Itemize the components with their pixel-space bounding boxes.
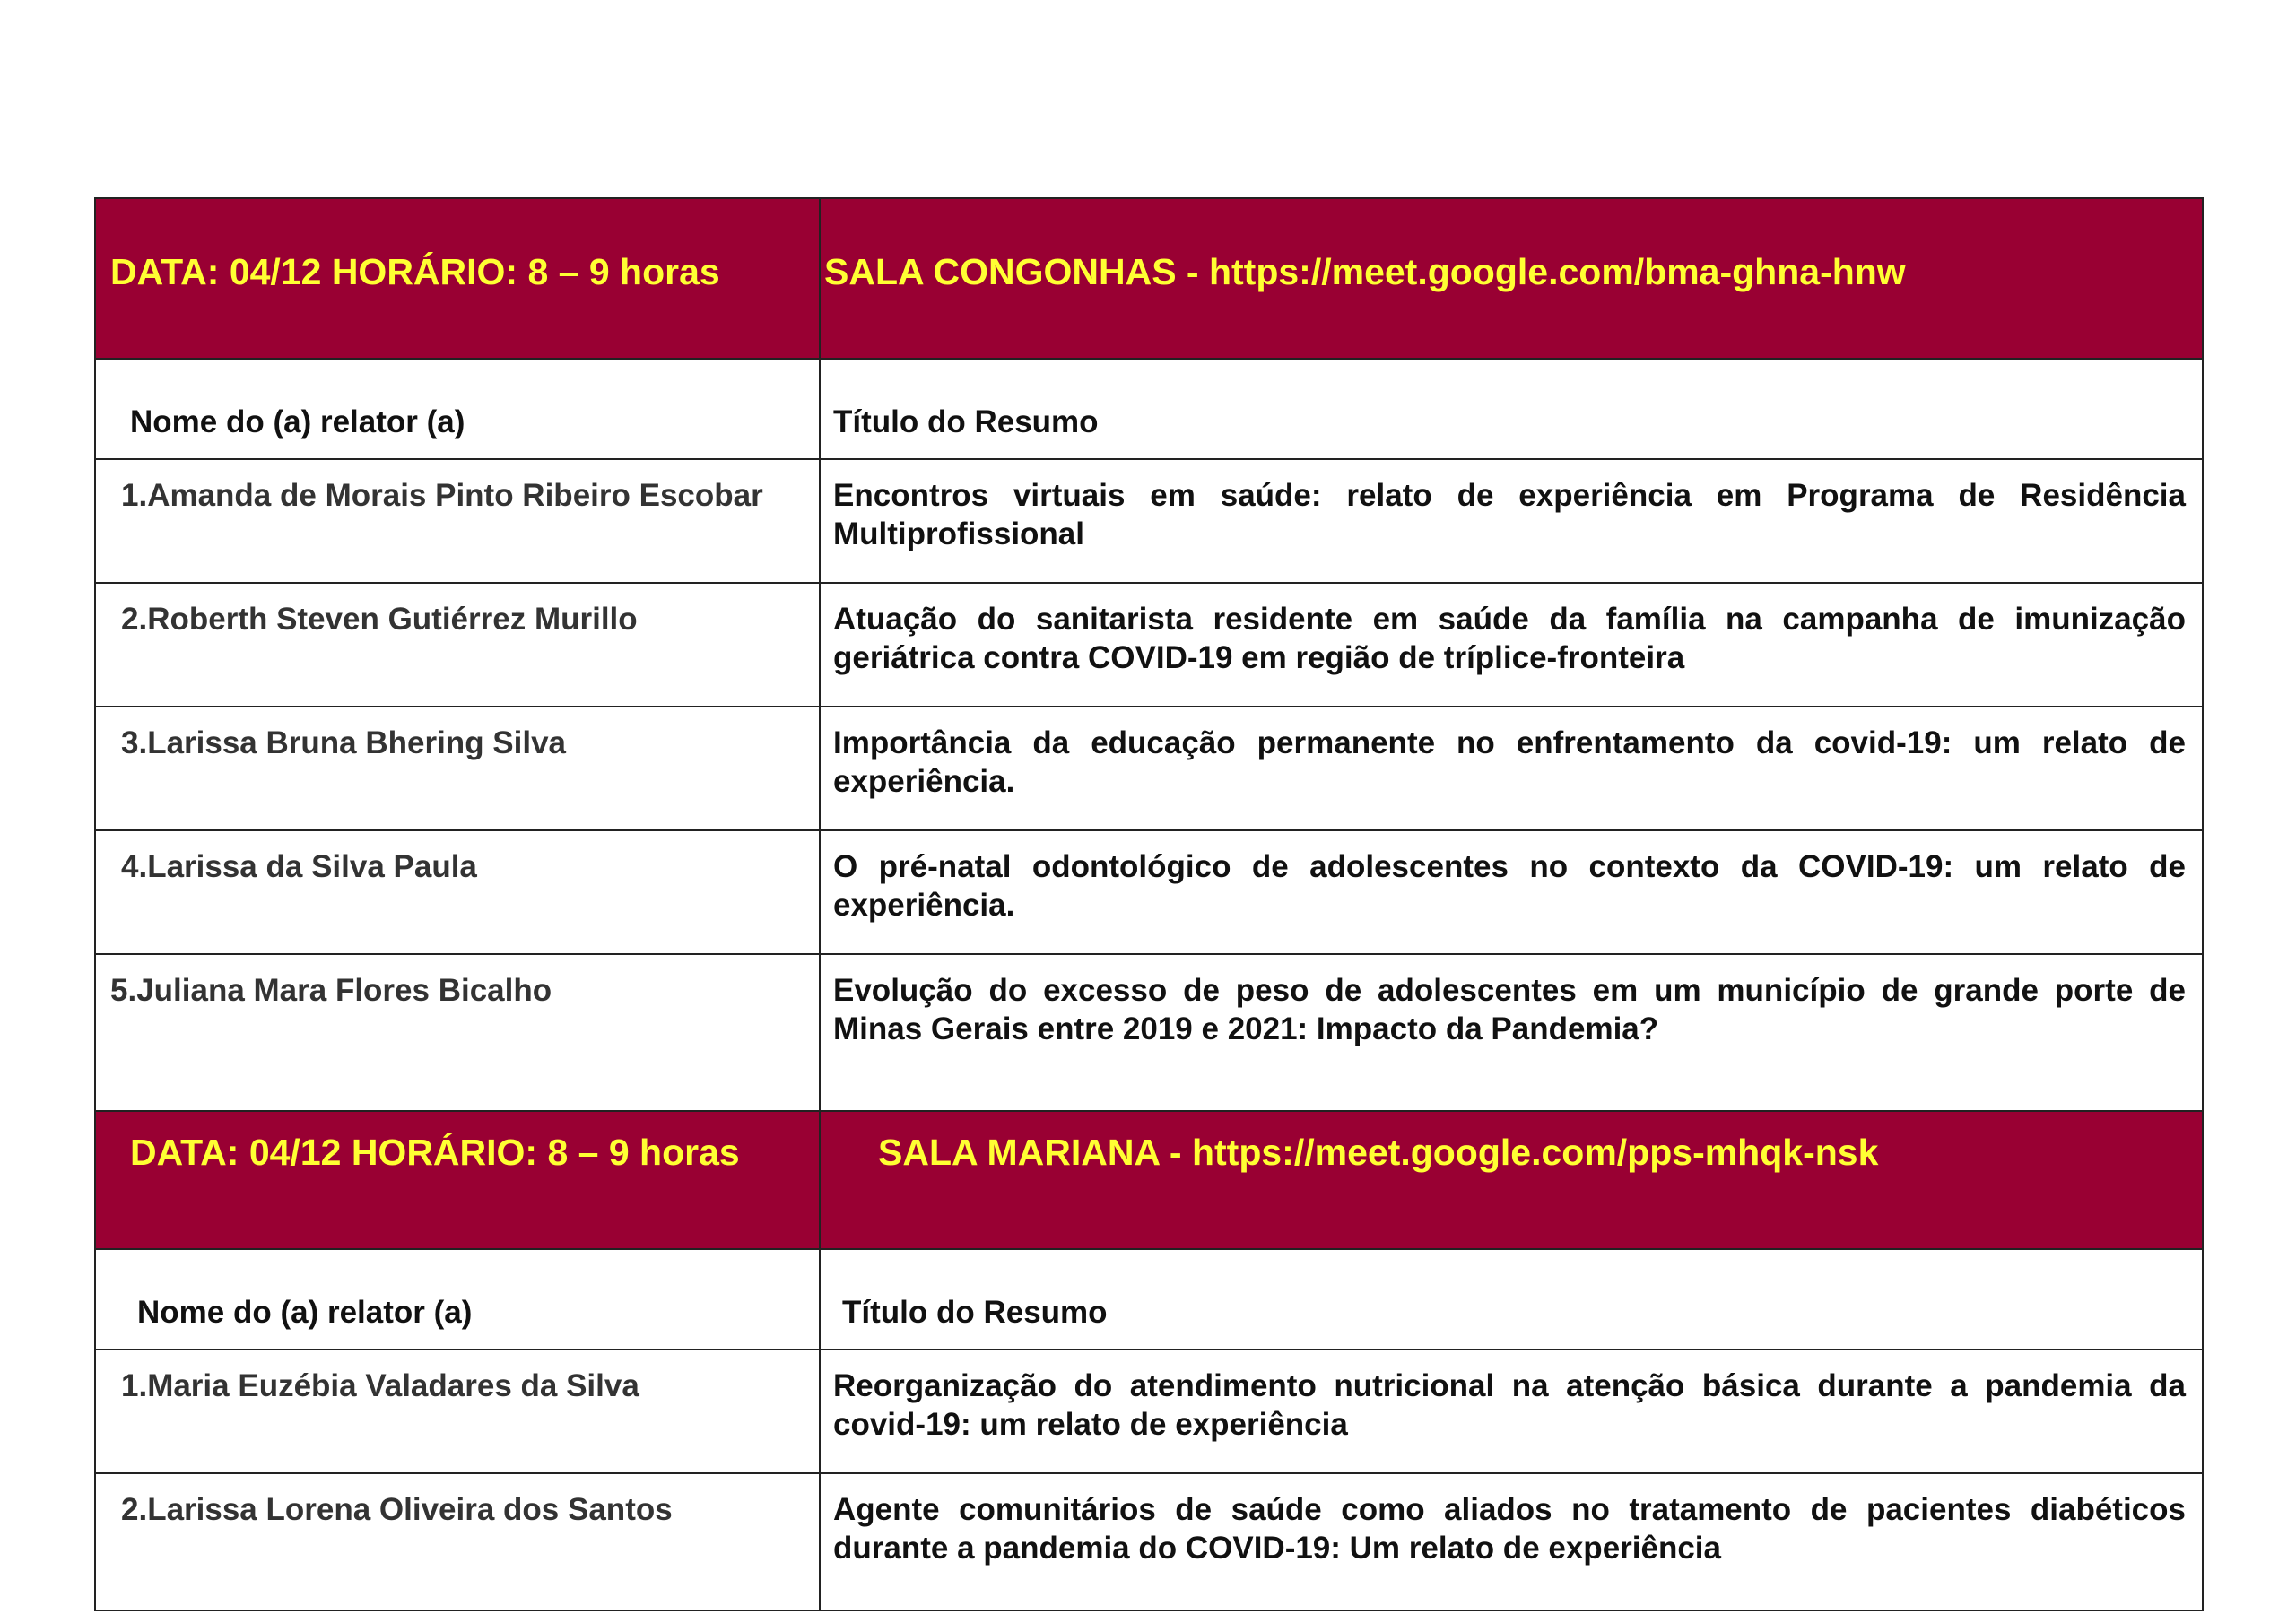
column-header-name: Nome do (a) relator (a) [137, 1295, 473, 1330]
session-room-link: SALA MARIANA - https://meet.google.com/pps-mhqk-nsk [820, 1111, 2203, 1249]
schedule-table [94, 197, 2204, 1611]
session-datetime: DATA: 04/12 HORÁRIO: 8 – 9 horas [95, 1111, 820, 1249]
abstract-title: O pré-natal odontológico de adolescentes no contexto da COVID-19: um relato de experiência. [820, 830, 2203, 954]
abstract-title: Reorganização do atendimento nutricional na atenção básica durante a pandemia da covid-19: um relato de experiência [820, 1350, 2203, 1473]
table-row [95, 830, 2203, 954]
presenter-name: 1.Maria Euzébia Valadares da Silva [95, 1350, 820, 1473]
session-datetime: DATA: 04/12 HORÁRIO: 8 – 9 horas [95, 198, 820, 359]
session-header-mariana [95, 1111, 2203, 1249]
session-header-congonhas [95, 198, 2203, 359]
abstract-title: Atuação do sanitarista residente em saúde da família na campanha de imunização geriátrica contra COVID-19 em região de tríplice-fronteira [820, 583, 2203, 707]
presenter-name: 5.Juliana Mara Flores Bicalho [95, 954, 820, 1111]
presenter-name: 3.Larissa Bruna Bhering Silva [95, 707, 820, 830]
table-row [95, 583, 2203, 707]
table-row [95, 459, 2203, 583]
table-row [95, 707, 2203, 830]
column-header-row [95, 1249, 2203, 1350]
column-header-row [95, 359, 2203, 459]
presenter-name: 4.Larissa da Silva Paula [95, 830, 820, 954]
abstract-title: Encontros virtuais em saúde: relato de experiência em Programa de Residência Multiprofissional [820, 459, 2203, 583]
column-header-title: Título do Resumo [833, 404, 1099, 439]
abstract-title: Evolução do excesso de peso de adolescentes em um município de grande porte de Minas Gerais entre 2019 e 2021: Impacto da Pandemia? [820, 954, 2203, 1111]
presenter-name: 2.Larissa Lorena Oliveira dos Santos [95, 1473, 820, 1610]
presenter-name: 2.Roberth Steven Gutiérrez Murillo [95, 583, 820, 707]
abstract-title: Agente comunitários de saúde como aliados no tratamento de pacientes diabéticos durante a pandemia do COVID-19: Um relato de experiência [820, 1473, 2203, 1610]
session-room-link: SALA CONGONHAS - https://meet.google.com/bma-ghna-hnw [820, 198, 2203, 359]
table-row [95, 1473, 2203, 1610]
abstract-title: Importância da educação permanente no enfrentamento da covid-19: um relato de experiência. [820, 707, 2203, 830]
column-header-title: Título do Resumo [842, 1295, 1108, 1330]
presenter-name: 1.Amanda de Morais Pinto Ribeiro Escobar [95, 459, 820, 583]
table-row [95, 1350, 2203, 1473]
table-row [95, 954, 2203, 1111]
column-header-name: Nome do (a) relator (a) [130, 404, 465, 439]
